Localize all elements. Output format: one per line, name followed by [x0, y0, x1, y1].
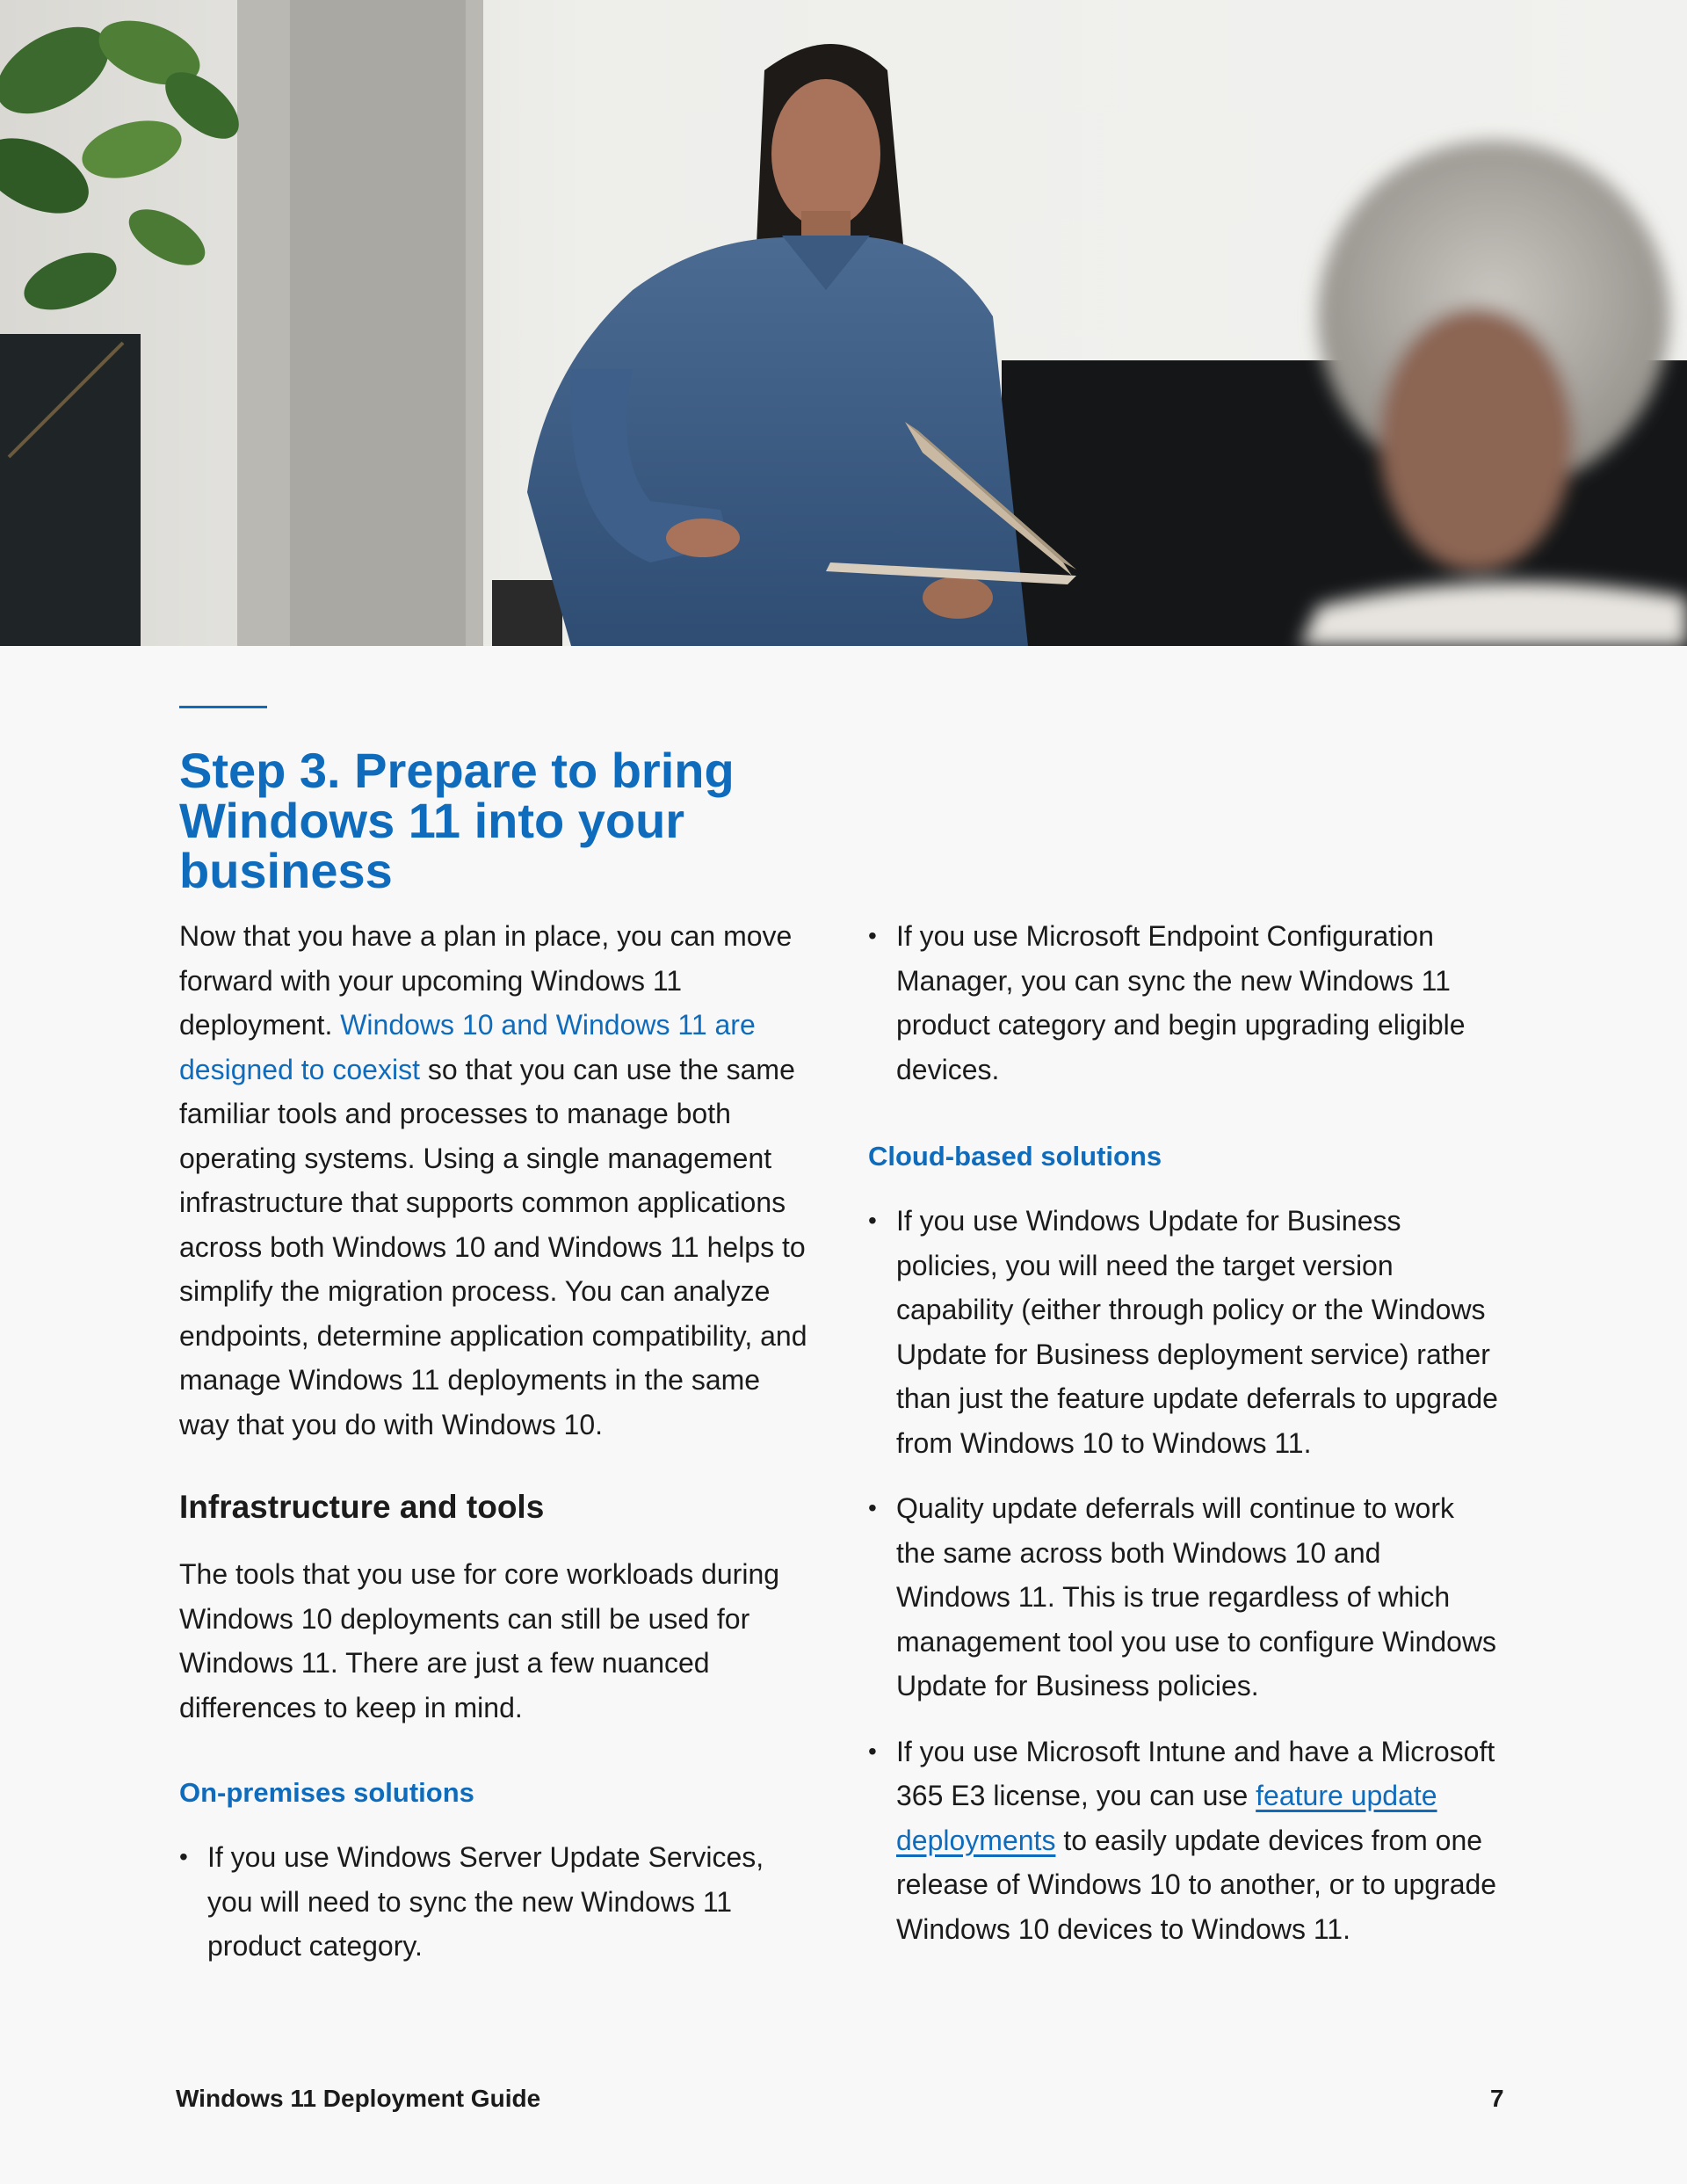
on-premises-list-continued [868, 914, 1501, 1092]
list-item: • If you use Windows Server Update Services, you will need to sync the new Windows 11 product category. [179, 1835, 812, 1969]
page-number: 7 [1490, 2085, 1504, 2112]
hero-photo [0, 0, 1687, 646]
accent-rule [179, 706, 267, 708]
intro-text-1: Now that you have a plan in place, you can move forward with your upcoming Windows 11 deployment. [179, 920, 793, 1041]
title-line-1: Step 3. Prepare to bring [179, 743, 735, 798]
on-premises-heading: On-premises solutions [179, 1777, 474, 1808]
feature-update-deployments-link[interactable]: feature update deployments [896, 1780, 1437, 1856]
title-line-3: business [179, 843, 393, 898]
footer-guide-title: Windows 11 Deployment Guide [176, 2085, 541, 2112]
intro-text-2: so that you can use the same familiar tools and processes to manage both operating systems. Using a single management infrastructure that supports common applications across both Windows 10 and Windows 11 helps to simplify the migration process. You can analyze endpoints, determine application compatibility, and manage Windows 11 deployments in the same way that you do with Windows 10. [179, 1053, 807, 1440]
list-item: • If you use Windows Update for Business policies, you will need the target version capability (either through policy or the Windows Update for Business deployment service) rather than just the feature update deferrals to upgrade from Windows 10 to Windows 11. [868, 1199, 1501, 1465]
title-line-2: Windows 11 into your [179, 793, 685, 848]
infrastructure-heading: Infrastructure and tools [179, 1489, 545, 1525]
list-item-intune [868, 1730, 1501, 1952]
intro-paragraph [179, 914, 812, 1447]
infrastructure-paragraph: The tools that you use for core workloads during Windows 10 deployments can still be used for Windows 11. There are just a few nuanced differences to keep in mind. [179, 1558, 780, 1723]
list-item: • Quality update deferrals will continue to work the same across both Windows 10 and Windows 11. This is true regardless of which management tool you use to configure Windows Update for Business policies. [868, 1486, 1501, 1709]
coexist-link[interactable]: Windows 10 and Windows 11 are designed to coexist [179, 1009, 756, 1085]
on-premises-list [179, 1835, 812, 1969]
intune-text-1: If you use Microsoft Intune and have a Microsoft 365 E3 license, you can use [896, 1735, 1495, 1811]
right-column [868, 914, 1501, 1951]
cloud-heading: Cloud-based solutions [868, 1141, 1162, 1172]
page-title [179, 745, 794, 896]
left-column [179, 914, 812, 1969]
intune-text-2: to easily update devices from one release of Windows 10 to another, or to upgrade Windows 10 devices to Windows 11. [896, 1824, 1497, 1945]
list-item: • If you use Microsoft Endpoint Configuration Manager, you can sync the new Windows 11 product category and begin upgrading eligible devices. [868, 914, 1501, 1092]
cloud-list [868, 1199, 1501, 1951]
